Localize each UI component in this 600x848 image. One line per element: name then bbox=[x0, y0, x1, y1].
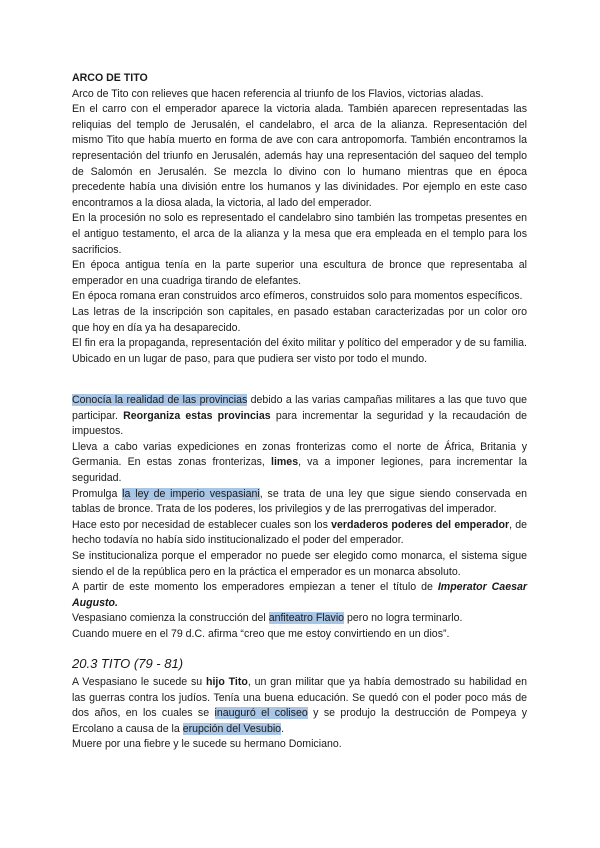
section-title: ARCO DE TITO bbox=[72, 72, 148, 84]
bold-text: limes bbox=[271, 456, 299, 469]
paragraph: En época antigua tenía en la parte superior una escultura de bronce que representaba al emperador en una cuadriga tirando de elefantes. bbox=[72, 259, 527, 287]
paragraph: A partir de este momento los emperadores empiezan a tener el título de Imperator Caesar Augusto. bbox=[72, 581, 527, 609]
section-heading: 20.3 TITO (79 - 81) bbox=[72, 656, 184, 671]
highlighted-text: la ley de imperio vespasiani bbox=[122, 487, 260, 500]
bold-text: verdaderos poderes del emperador bbox=[331, 518, 510, 531]
paragraph: Cuando muere en el 79 d.C. afirma “creo que me estoy convirtiendo en un dios”. bbox=[72, 627, 450, 640]
paragraph: Arco de Tito con relieves que hacen referencia al triunfo de los Flavios, victorias aladas. bbox=[72, 87, 484, 100]
paragraph: Vespasiano comienza la construcción del anfiteatro Flavio pero no logra terminarlo. bbox=[72, 612, 463, 625]
highlighted-text: inauguró el coliseo bbox=[214, 707, 308, 720]
paragraph: Hace esto por necesidad de establecer cuales son los verdaderos poderes del emperador, de hecho todavía no había sido institucionalizado el poder del emperador. bbox=[72, 518, 528, 547]
paragraph: A Vespasiano le sucede su hijo Tito, un gran militar que ya había demostrado su habilidad en las guerras contra los judíos. Tenía una buena educación. Se quedó con el poder poco más de dos años, en los cuales se inauguró el coliseo y se produjo la destrucción de Pompeya y Ercolano a causa de la erupción del Vesubio. bbox=[72, 676, 528, 735]
paragraph: En época romana eran construidos arco efímeros, construidos solo para momentos específicos. bbox=[72, 290, 523, 303]
paragraph: En el carro con el emperador aparece la victoria alada. También aparecen representadas las reliquias del templo de Jerusalén, el candelabro, el arca de la alianza. Representación del mismo Tito que había muerto en forma de ave con cara antropomorfa. También encontramos la representación del triunfo en Jerusalén, además hay una representación del saqueo del templo de Salomón en Jerusalén. Se mezcla lo divino con lo humano mientras que en época precedente había una división entre los humanos y las divinidades. Por ejemplo en este caso encontramos a la diosa alada, la victoria, al lado del emperador. bbox=[72, 103, 527, 209]
highlighted-text: anfiteatro Flavio bbox=[268, 612, 345, 625]
paragraph: Promulga la ley de imperio vespasiani, se trata de una ley que sigue siendo conservada en tablas de bronce. Trata de los poderes, los privilegios y de las prerrogativas del imperador. bbox=[72, 487, 527, 516]
paragraph: Las letras de la inscripción son capitales, en pasado estaban caracterizadas por un color oro que hoy en día ya ha desaparecido. bbox=[72, 305, 527, 334]
paragraph: En la procesión no solo es representado el candelabro sino también las trompetas presentes en el antiguo testamento, el arca de la alianza y la mesa que era empleada en el templo para los sacrificios. bbox=[72, 212, 527, 256]
bold-text: hijo Tito bbox=[205, 676, 248, 688]
highlighted-text: erupción del Vesubio bbox=[182, 722, 282, 735]
arco-de-tito-section bbox=[72, 71, 527, 367]
tito-section bbox=[72, 656, 527, 753]
paragraph: Lleva a cabo varias expediciones en zonas fronterizas como el norte de África, Britania y Germania. En estas zonas fronterizas, limes, va a imponer legiones, para incrementar la seguridad. bbox=[72, 440, 528, 484]
paragraph: Conocía la realidad de las provincias debido a las varias campañas militares a las que tuvo que participar. Reorganiza estas provincias para incrementar la seguridad y la recaudación de impuestos. bbox=[72, 394, 528, 438]
highlighted-text: Conocía la realidad de las provincias bbox=[72, 394, 248, 406]
paragraph: El fin era la propaganda, representación del éxito militar y político del emperador y de su familia. Ubicado en un lugar de paso, para que pudiera ser visto por todo el mundo. bbox=[72, 337, 527, 365]
bold-text: Reorganiza estas provincias bbox=[123, 409, 271, 422]
paragraph: Se institucionaliza porque el emperador no puede ser elegido como monarca, el sistema sigue siendo el de la república pero en la práctica el emperador es un monarca absoluto. bbox=[72, 549, 527, 578]
bold-italic-text: Imperator Caesar Augusto. bbox=[72, 581, 527, 609]
vespasiano-section bbox=[72, 393, 527, 643]
paragraph: Muere por una fiebre y le sucede su hermano Domiciano. bbox=[72, 738, 342, 751]
